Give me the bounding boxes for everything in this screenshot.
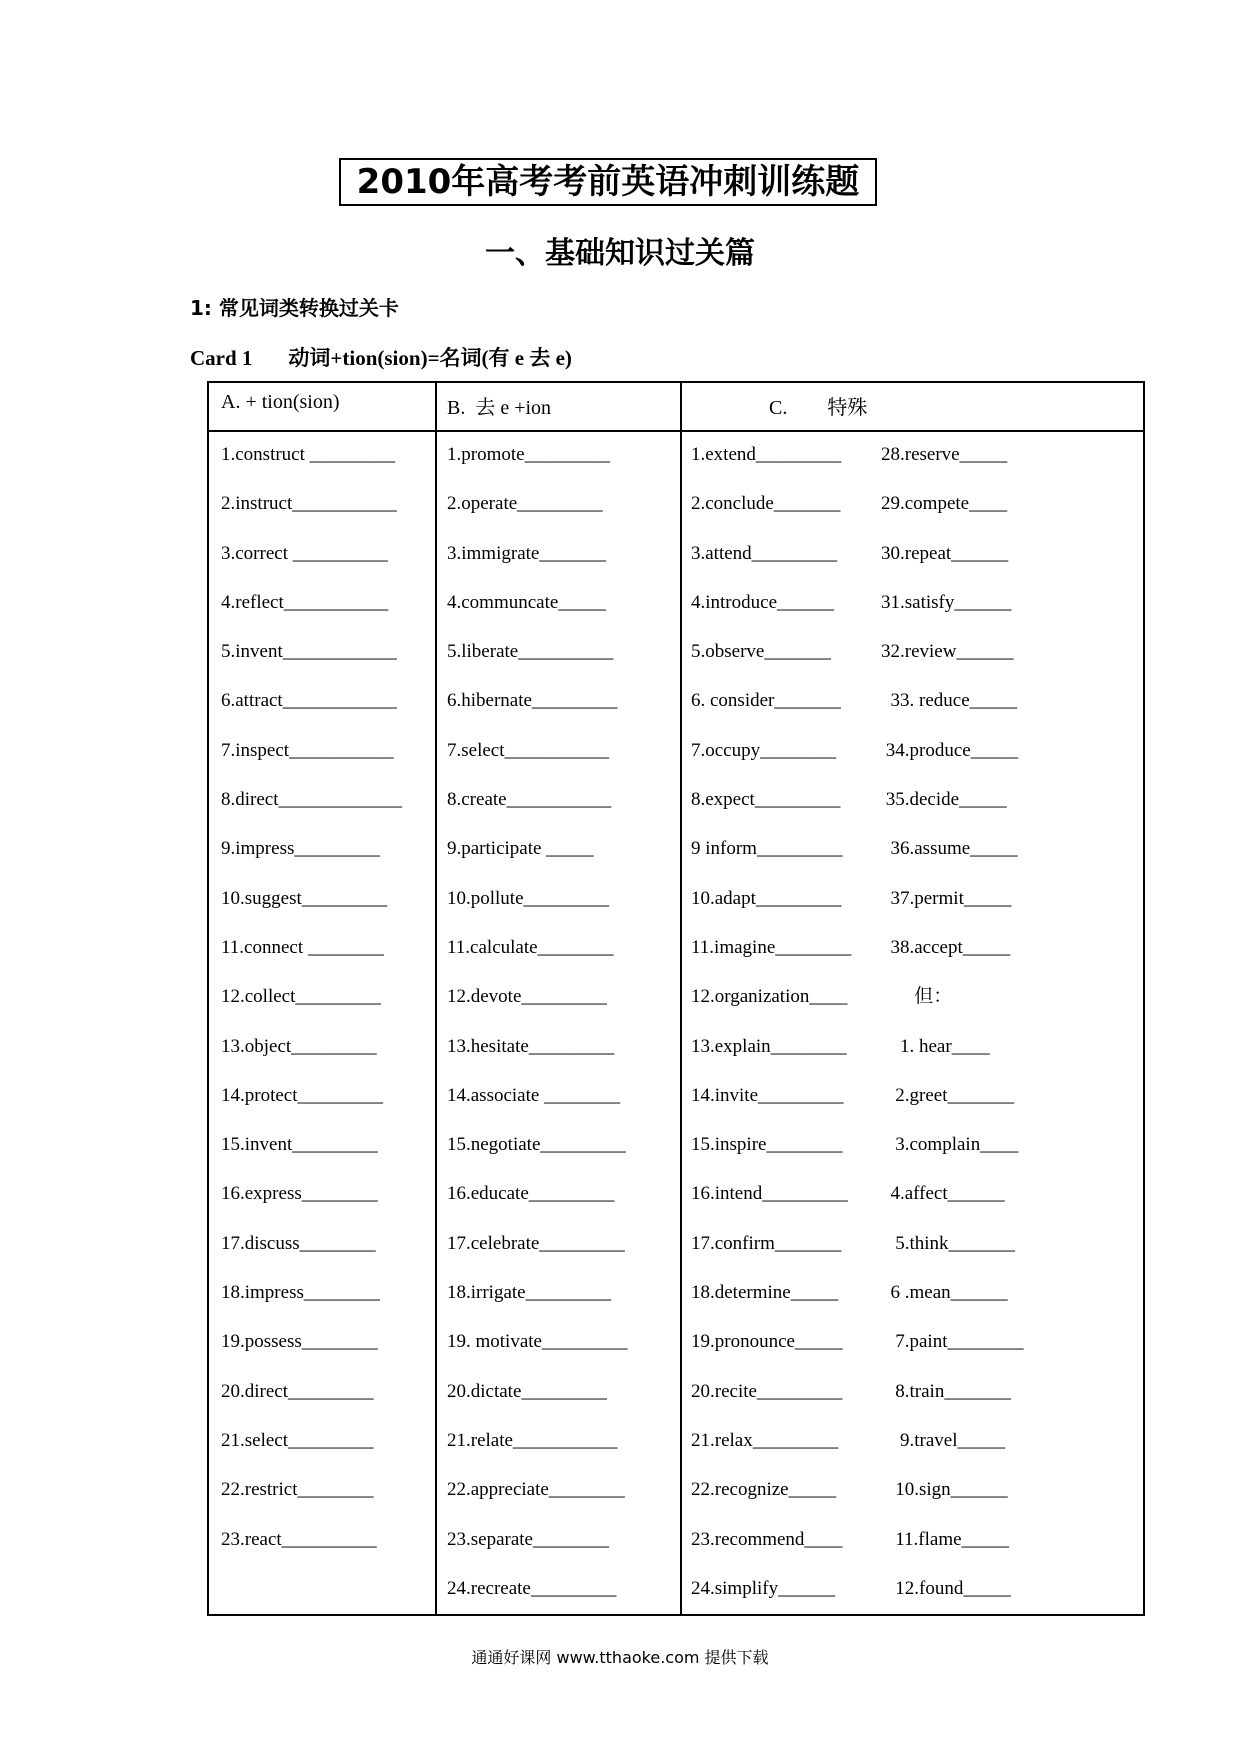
column-a-list bbox=[221, 443, 402, 1577]
column-c-right-item: 1. hear____ bbox=[881, 1035, 990, 1057]
column-c-right-item: 8.train_______ bbox=[881, 1380, 1011, 1402]
column-c-left-item: 7.occupy________ bbox=[691, 739, 837, 761]
column-c-left-item: 4.introduce______ bbox=[691, 591, 835, 613]
column-a-item: 1.construct _________ bbox=[221, 444, 396, 465]
column-b-item: 20.dictate_________ bbox=[447, 1380, 607, 1402]
column-c-right-item: 7.paint________ bbox=[881, 1331, 1024, 1353]
column-b-item: 17.celebrate_________ bbox=[447, 1232, 625, 1254]
column-b-item: 9.participate _____ bbox=[447, 838, 594, 860]
column-a-item: 2.instruct___________ bbox=[221, 493, 397, 515]
column-a-item: 4.reflect___________ bbox=[221, 591, 389, 613]
page-subtitle: 一、基础知识过关篇 bbox=[485, 236, 755, 271]
column-c-right-item: 11.flame_____ bbox=[881, 1528, 1010, 1550]
column-c-left-item: 16.intend_________ bbox=[691, 1183, 848, 1205]
column-a-item: 15.invent_________ bbox=[221, 1134, 378, 1156]
column-a-item: 10.suggest_________ bbox=[221, 887, 388, 909]
column-b-item: 4.communcate_____ bbox=[447, 591, 606, 613]
column-a-item: 3.correct __________ bbox=[221, 542, 388, 564]
column-b-item: 12.devote_________ bbox=[447, 986, 607, 1008]
column-a-item: 7.inspect___________ bbox=[221, 739, 394, 761]
column-c-left-item: 5.observe_______ bbox=[691, 641, 831, 663]
column-b-header: B. 去 e +ion bbox=[447, 397, 552, 419]
column-c-left-item: 12.organization____ bbox=[691, 986, 848, 1008]
column-c-right-item: 28.reserve_____ bbox=[881, 444, 1008, 465]
column-divider bbox=[435, 383, 437, 1614]
column-b-item: 23.separate________ bbox=[447, 1528, 609, 1550]
column-b-item: 8.create___________ bbox=[447, 789, 612, 811]
column-a-item: 5.invent____________ bbox=[221, 641, 397, 663]
column-c-left-item: 20.recite_________ bbox=[691, 1380, 843, 1402]
column-c-right-item: 29.compete____ bbox=[881, 493, 1008, 515]
column-b-item: 1.promote_________ bbox=[447, 444, 611, 465]
column-c-right-item: 2.greet_______ bbox=[881, 1084, 1014, 1106]
column-b-list bbox=[447, 443, 627, 1626]
column-c-right-item: 4.affect______ bbox=[881, 1183, 1005, 1205]
section-heading: 1: 常见词类转换过关卡 bbox=[190, 296, 399, 320]
card-rule: 动词+tion(sion)=名词(有 e 去 e) bbox=[288, 346, 572, 370]
column-c-left-item: 8.expect_________ bbox=[691, 789, 841, 811]
card-heading bbox=[190, 342, 572, 372]
column-a-item: 6.attract____________ bbox=[221, 690, 397, 712]
column-b-item: 21.relate___________ bbox=[447, 1429, 618, 1451]
column-b-item: 15.negotiate_________ bbox=[447, 1134, 626, 1156]
column-c-right-item: 37.permit_____ bbox=[881, 887, 1012, 909]
column-b-item: 19. motivate_________ bbox=[447, 1331, 628, 1353]
column-c-header: C. 特殊 bbox=[769, 397, 868, 419]
column-c-left-item: 18.determine_____ bbox=[691, 1282, 839, 1304]
column-b-item: 10.pollute_________ bbox=[447, 887, 610, 909]
column-b-item: 14.associate ________ bbox=[447, 1084, 621, 1106]
column-a-item: 9.impress_________ bbox=[221, 838, 380, 860]
column-b-item: 2.operate_________ bbox=[447, 493, 603, 515]
column-a-item: 13.object_________ bbox=[221, 1035, 377, 1057]
column-c-left-item: 22.recognize_____ bbox=[691, 1479, 837, 1501]
column-b-item: 5.liberate__________ bbox=[447, 641, 614, 663]
column-b-item: 22.appreciate________ bbox=[447, 1479, 625, 1501]
column-c-left-item: 2.conclude_______ bbox=[691, 493, 841, 515]
column-a-item: 12.collect_________ bbox=[221, 986, 381, 1008]
column-c-left-list bbox=[691, 443, 851, 1626]
column-c-left-item: 21.relax_________ bbox=[691, 1429, 839, 1451]
column-divider bbox=[680, 383, 682, 1614]
column-c-right-item: 32.review______ bbox=[881, 641, 1014, 663]
column-c-left-item: 3.attend_________ bbox=[691, 542, 838, 564]
footer-credit: 通通好课网 www.tthaoke.com 提供下载 bbox=[471, 1648, 769, 1667]
column-c-left-item: 11.imagine________ bbox=[691, 936, 852, 958]
column-c-right-item: 38.accept_____ bbox=[881, 936, 1011, 958]
column-c-right-item: 31.satisfy______ bbox=[881, 591, 1012, 613]
column-c-left-item: 23.recommend____ bbox=[691, 1528, 843, 1550]
column-b-item: 11.calculate________ bbox=[447, 936, 614, 958]
card-label: Card 1 bbox=[190, 346, 253, 370]
column-a-item: 18.impress________ bbox=[221, 1282, 380, 1304]
column-c-left-item: 24.simplify______ bbox=[691, 1577, 836, 1599]
column-c-right-item: 9.travel_____ bbox=[881, 1429, 1006, 1451]
exercise-table bbox=[207, 381, 1145, 1616]
column-a-item: 23.react__________ bbox=[221, 1528, 377, 1550]
column-b-item: 6.hibernate_________ bbox=[447, 690, 618, 712]
column-c-right-item: 30.repeat______ bbox=[881, 542, 1009, 564]
column-c-left-item: 6. consider_______ bbox=[691, 690, 841, 712]
column-c-right-item: 36.assume_____ bbox=[881, 838, 1018, 860]
column-a-item: 21.select_________ bbox=[221, 1429, 374, 1451]
column-b-item: 13.hesitate_________ bbox=[447, 1035, 615, 1057]
column-c-right-item: 12.found_____ bbox=[881, 1577, 1011, 1599]
column-c-left-item: 15.inspire________ bbox=[691, 1134, 843, 1156]
column-b-item: 3.immigrate_______ bbox=[447, 542, 606, 564]
column-a-item: 17.discuss________ bbox=[221, 1232, 376, 1254]
column-c-left-item: 13.explain________ bbox=[691, 1035, 847, 1057]
column-a-item: 8.direct_____________ bbox=[221, 789, 403, 811]
column-a-item: 22.restrict________ bbox=[221, 1479, 374, 1501]
column-a-item: 16.express________ bbox=[221, 1183, 378, 1205]
column-c-right-item: 5.think_______ bbox=[881, 1232, 1016, 1254]
column-a-item: 20.direct_________ bbox=[221, 1380, 374, 1402]
column-b-item: 24.recreate_________ bbox=[447, 1577, 617, 1599]
column-a-item: 14.protect_________ bbox=[221, 1084, 384, 1106]
column-c-left-item: 14.invite_________ bbox=[691, 1084, 844, 1106]
column-a-item: 19.possess________ bbox=[221, 1331, 378, 1353]
column-c-right-item: 3.complain____ bbox=[881, 1134, 1019, 1156]
column-c-left-item: 10.adapt_________ bbox=[691, 887, 842, 909]
header-divider bbox=[209, 430, 1143, 432]
column-b-item: 18.irrigate_________ bbox=[447, 1282, 612, 1304]
column-b-item: 7.select___________ bbox=[447, 739, 610, 761]
column-b-item: 16.educate_________ bbox=[447, 1183, 615, 1205]
column-c-right-item: 33. reduce_____ bbox=[881, 690, 1018, 712]
column-c-left-item: 1.extend_________ bbox=[691, 444, 842, 465]
column-c-right-item: 但： bbox=[881, 986, 953, 1008]
column-a-item: 11.connect ________ bbox=[221, 936, 384, 958]
column-c-left-item: 17.confirm_______ bbox=[691, 1232, 842, 1254]
column-c-right-item: 34.produce_____ bbox=[881, 739, 1019, 761]
column-c-right-list bbox=[881, 443, 1024, 1626]
column-c-left-item: 9 inform_________ bbox=[691, 838, 843, 860]
column-c-right-item: 35.decide_____ bbox=[881, 789, 1007, 811]
column-c-left-item: 19.pronounce_____ bbox=[691, 1331, 843, 1353]
column-c-right-item: 6 .mean______ bbox=[881, 1282, 1008, 1304]
page-title: 2010年高考考前英语冲刺训练题 bbox=[339, 158, 877, 206]
column-c-right-item: 10.sign______ bbox=[881, 1479, 1008, 1501]
column-a-header: A. + tion(sion) bbox=[221, 391, 340, 413]
